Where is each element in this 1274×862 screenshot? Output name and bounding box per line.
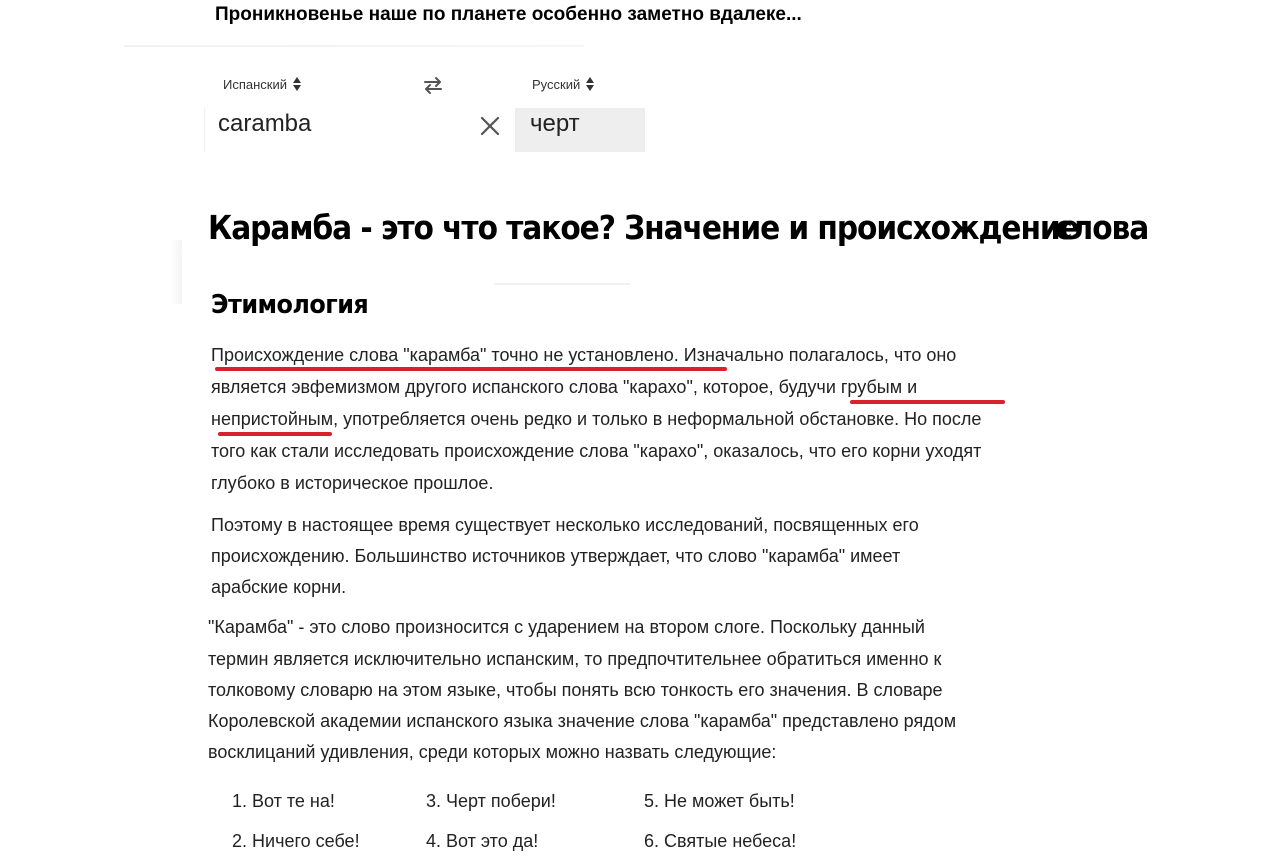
edge-shadow [170,240,182,304]
paragraph-line: Происхождение слова "карамба" точно не установлено. Изначально полагалось, что оно [211,345,957,365]
target-language-select[interactable] [532,76,595,92]
sort-arrows-icon [293,76,302,92]
highlight-underline [215,367,727,371]
paragraph-line: Поэтому в настоящее время существует несколько исследований, посвященных его [211,515,919,535]
list-item: 4. Вот это да! [426,831,539,851]
article-title-tail: слова [1055,208,1149,247]
target-language-label: Русский [532,76,581,92]
sort-arrows-icon [586,76,595,92]
paragraph-line: является эвфемизмом другого испанского слова "карахо", которое, будучи грубым и [211,377,918,397]
source-language-select[interactable] [223,76,302,92]
section-heading: Этимология [211,290,369,320]
source-text[interactable]: caramba [218,110,312,137]
paragraph-line: глубоко в историческое прошлое. [211,473,494,493]
paragraph-line: происхождению. Большинство источников утверждает, что слово "карамба" имеет [211,546,901,566]
paragraph-line: того как стали исследовать происхождение слова "карахо", оказалось, что его корни уходят [211,441,982,461]
list-item: 1. Вот те на! [232,791,335,811]
list-item: 5. Не может быть! [644,791,795,811]
list-item: 6. Святые небеса! [644,831,797,851]
clear-text-button[interactable] [478,114,502,138]
paragraph-line: арабские корни. [211,577,347,597]
paragraph-line: толковому словарю на этом языке, чтобы понять всю тонкость его значения. В словаре [208,680,943,700]
divider [494,283,630,285]
paragraph-line: "Карамба" - это слово произносится с ударением на втором слоге. Поскольку данный [208,617,925,637]
swap-icon [422,75,444,95]
paragraph-line: восклицаний удивления, среди которых можно назвать следующие: [208,742,777,762]
paragraph-line: Королевской академии испанского языка значение слова "карамба" представлено рядом [208,711,957,731]
highlight-underline [218,432,332,436]
source-language-label: Испанский [223,76,288,92]
highlight-underline [850,400,1005,404]
list-item: 2. Ничего себе! [232,831,360,851]
paragraph-line: термин является исключительно испанским, то предпочтительнее обратиться именно к [208,649,942,669]
divider [124,45,584,47]
translation-text: черт [530,110,580,137]
close-icon [478,114,502,138]
list-item: 3. Черт побери! [426,791,556,811]
page-caption: Проникновенье наше по планете особенно заметно вдалеке... [215,4,802,25]
article-title: Карамба - это что такое? Значение и происхождение [208,208,1079,247]
paragraph-line: непристойным, употребляется очень редко и только в неформальной обстановке. Но после [211,409,982,429]
swap-languages-button[interactable] [422,75,444,95]
